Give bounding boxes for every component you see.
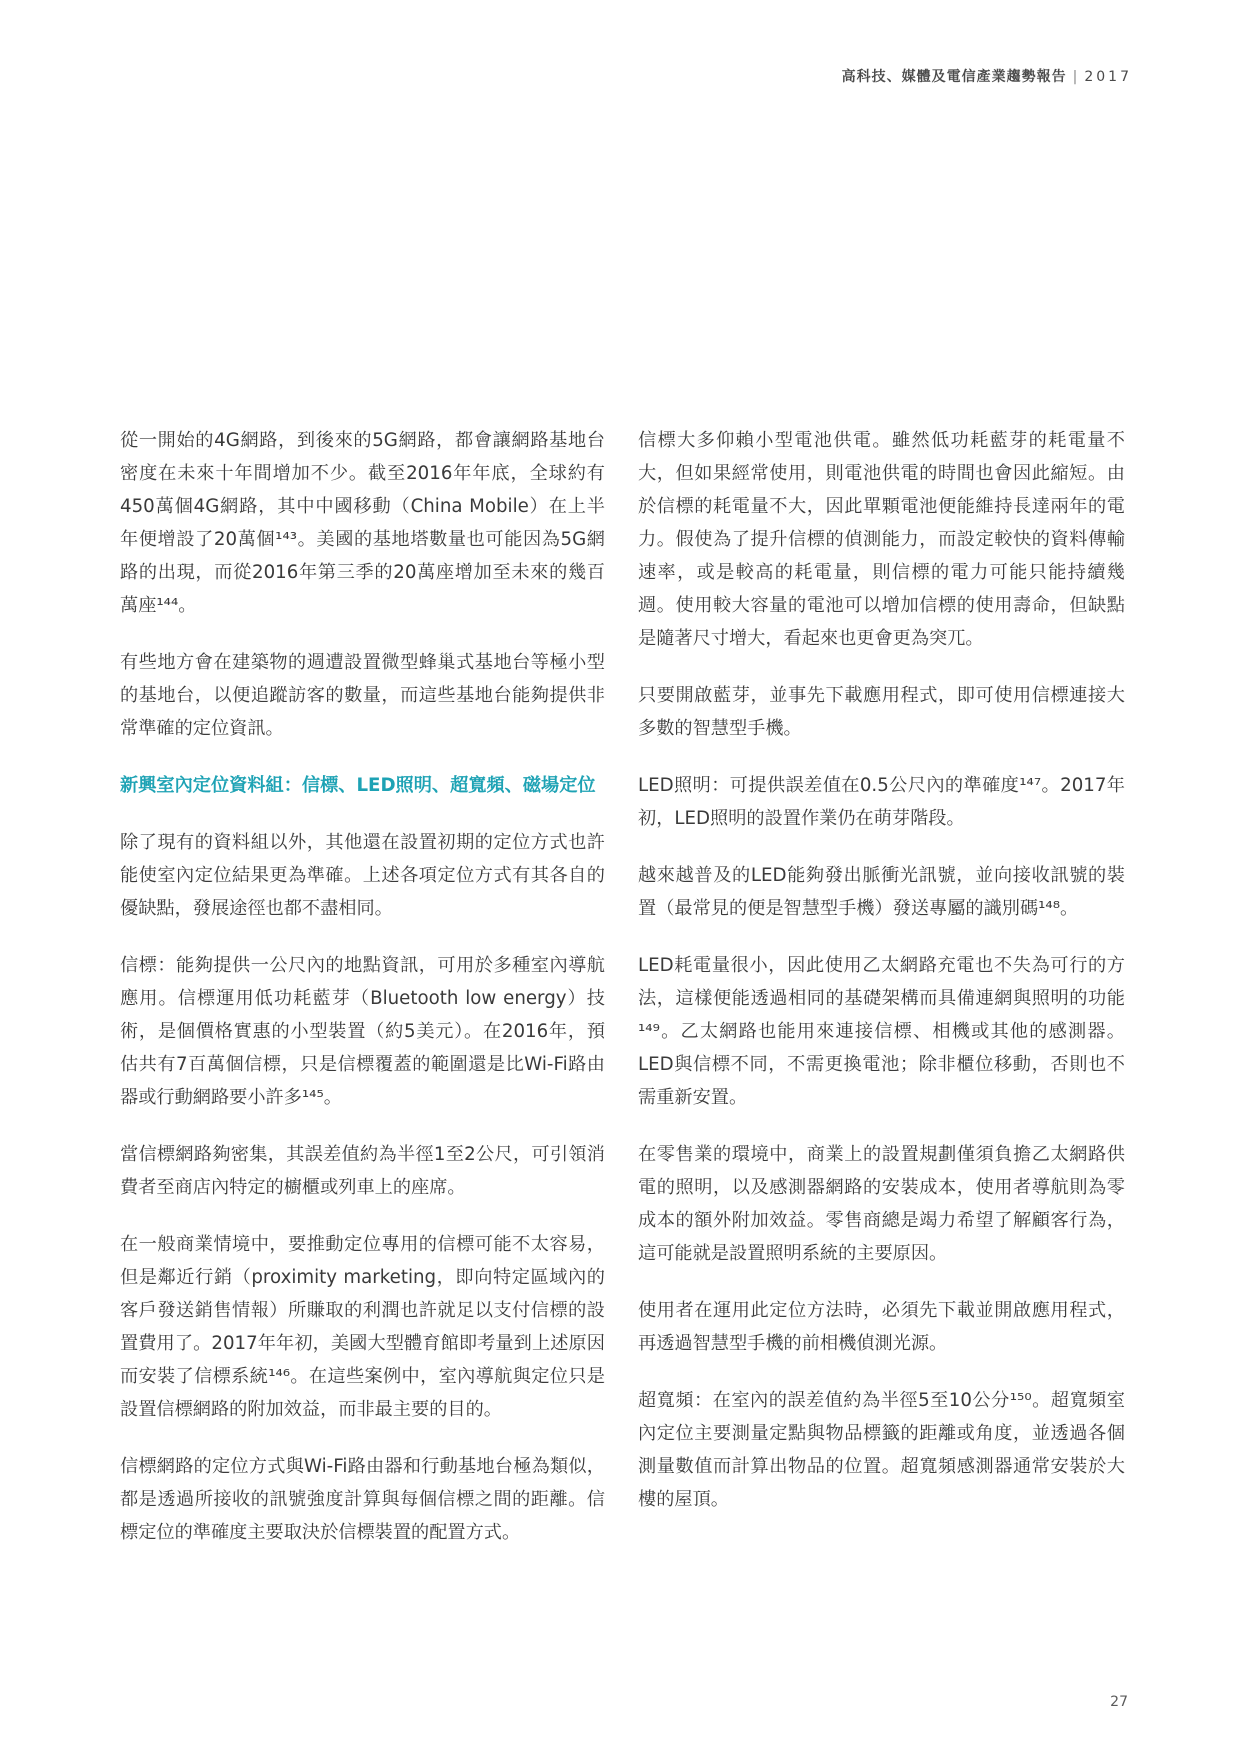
paragraph-beacon-battery: 信標大多仰賴小型電池供電。雖然低功耗藍芽的耗電量不大，但如果經常使用，則電池供電的時間也會因此縮短。由於信標的耗電量不大，因此單顆電池便能維持長達兩年的電力。假使為了提升信標的偵測能力，而設定較快的資料傳輸速率，或是較高的耗電量，則信標的電力可能只能持續幾週。使用較大容量的電池可以增加信標的使用壽命，但缺點是隨著尺寸增大，看起來也更會更為突兀。: [638, 430, 1125, 649]
paragraph-beacon-signal-strength: 信標網路的定位方式與Wi-Fi路由器和行動基地台極為類似，都是透過所接收的訊號強度計算與每個信標之間的距離。信標定位的準確度主要取決於信標裝置的配置方式。: [120, 1456, 605, 1543]
report-year: 2017: [1084, 69, 1132, 85]
paragraph-proximity-marketing: 在一般商業情境中，要推動定位專用的信標可能不太容易，但是鄰近行銷（proximity marketing，即向特定區域內的客戶發送銷售情報）所賺取的利潤也許就足以支付信標的設置費用了。2017年年初，美國大型體育館即考量到上述原因而安裝了信標系統¹⁴⁶。在這些案例中，室內導航與定位只是設置信標網路的附加效益，而非最主要的目的。: [120, 1234, 605, 1420]
report-title: 高科技、媒體及電信產業趨勢報告: [841, 69, 1067, 85]
paragraph-led-lighting: LED照明：可提供誤差值在0.5公尺內的準確度¹⁴⁷。2017年初，LED照明的設置作業仍在萌芽階段。: [638, 775, 1125, 829]
left-column: [120, 424, 605, 1573]
paragraph-emerging-methods: 除了現有的資料組以外，其他還在設置初期的定位方式也許能使室內定位結果更為準確。上述各項定位方式有其各自的優缺點，發展途徑也都不盡相同。: [120, 832, 605, 919]
paragraph-ultra-wideband: 超寬頻：在室內的誤差值約為半徑5至10公分¹⁵⁰。超寬頻室內定位主要測量定點與物品標籤的距離或角度，並透過各個測量數值而計算出物品的位置。超寬頻感測器通常安裝於大樓的屋頂。: [638, 1390, 1125, 1510]
paragraph-led-ethernet: LED耗電量很小，因此使用乙太網路充電也不失為可行的方法，這樣便能透過相同的基礎架構而具備連網與照明的功能¹⁴⁹。乙太網路也能用來連接信標、相機或其他的感測器。LED與信標不同，不需更換電池；除非櫃位移動，否則也不需重新安置。: [638, 955, 1125, 1108]
paragraph-retail-environment: 在零售業的環境中，商業上的設置規劃僅須負擔乙太網路供電的照明，以及感測器網路的安裝成本，使用者導航則為零成本的額外附加效益。零售商總是竭力希望了解顧客行為，這可能就是設置照明系統的主要原因。: [638, 1144, 1125, 1264]
section-heading-indoor-positioning: 新興室內定位資料組：信標、LED照明、超寬頻、磁場定位: [120, 775, 596, 796]
right-column: [638, 424, 1125, 1540]
page-number: 27: [1110, 1694, 1128, 1710]
header-separator: |: [1072, 69, 1079, 85]
paragraph-front-camera: 使用者在運用此定位方法時，必須先下載並開啟應用程式，再透過智慧型手機的前相機偵測光源。: [638, 1300, 1125, 1354]
paragraph-bluetooth-app: 只要開啟藍芽，並事先下載應用程式，即可使用信標連接大多數的智慧型手機。: [638, 685, 1125, 739]
paragraph-4g-5g-density: 從一開始的4G網路，到後來的5G網路，都會讓網路基地台密度在未來十年間增加不少。截至2016年年底，全球約有450萬個4G網路，其中中國移動（China Mobile）在上半年便增設了20萬個¹⁴³。美國的基地塔數量也可能因為5G網路的出現，而從2016年第三季的20萬座增加至未來的幾百萬座¹⁴⁴。: [120, 430, 605, 616]
paragraph-led-pulse: 越來越普及的LED能夠發出脈衝光訊號，並向接收訊號的裝置（最常見的便是智慧型手機）發送專屬的識別碼¹⁴⁸。: [638, 865, 1125, 919]
paragraph-small-cells: 有些地方會在建築物的週遭設置微型蜂巢式基地台等極小型的基地台，以便追蹤訪客的數量，而這些基地台能夠提供非常準確的定位資訊。: [120, 652, 605, 739]
paragraph-beacons-intro: 信標：能夠提供一公尺內的地點資訊，可用於多種室內導航應用。信標運用低功耗藍芽（Bluetooth low energy）技術，是個價格實惠的小型裝置（約5美元）。在2016年，預估共有7百萬個信標，只是信標覆蓋的範圍還是比Wi-Fi路由器或行動網路要小許多¹⁴⁵。: [120, 955, 605, 1108]
running-header: [842, 66, 1132, 86]
paragraph-beacon-accuracy: 當信標網路夠密集，其誤差值約為半徑1至2公尺，可引領消費者至商店內特定的櫥櫃或列車上的座席。: [120, 1144, 605, 1198]
